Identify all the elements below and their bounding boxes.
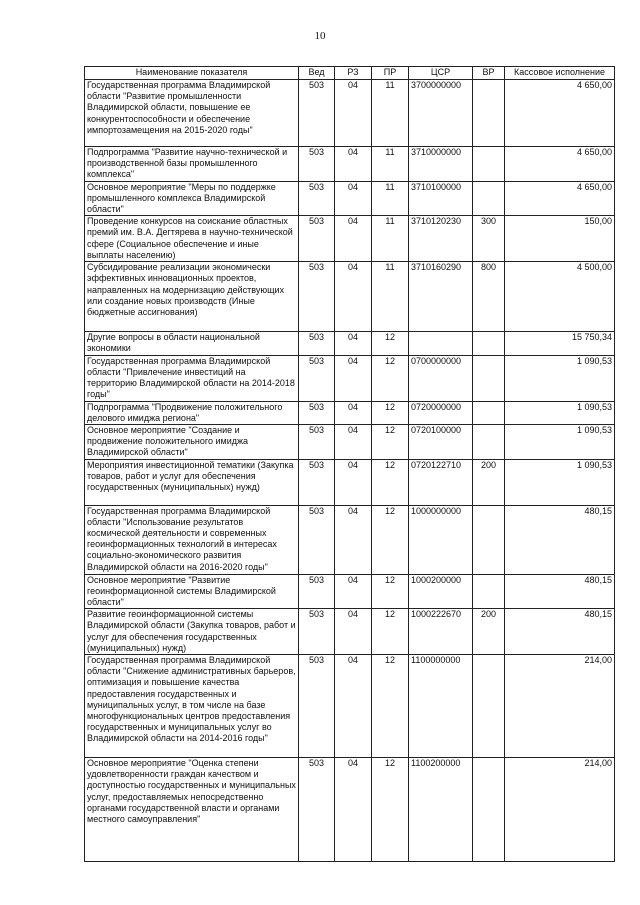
header-vr: ВР <box>473 67 505 80</box>
row-amount: 480,15 <box>505 574 615 609</box>
row-name: Государственная программа Владимирской области "Использование результатов космической деятельности и современных геоинформационных технологий в интересах социально-экономического развития Владимирской области на 2016-2020 годы" <box>85 505 299 574</box>
row-name: Основное мероприятие "Развитие геоинформационной системы Владимирской области" <box>85 574 299 609</box>
row-rz: 04 <box>335 181 372 216</box>
row-vr <box>473 574 505 609</box>
row-ved: 503 <box>299 574 335 609</box>
row-vr <box>473 181 505 216</box>
row-rz: 04 <box>335 401 372 424</box>
row-amount: 480,15 <box>505 505 615 574</box>
row-amount: 1 090,53 <box>505 459 615 505</box>
budget-execution-table <box>84 66 615 862</box>
row-ved: 503 <box>299 262 335 332</box>
row-pr: 11 <box>372 262 409 332</box>
row-ved: 503 <box>299 609 335 655</box>
row-name: Государственная программа Владимирской области "Привлечение инвестиций на территорию Владимирской области на 2014-2018 годы" <box>85 355 299 401</box>
row-ved: 503 <box>299 80 335 147</box>
table-row <box>85 574 615 609</box>
row-csr: 3710100000 <box>409 181 473 216</box>
row-rz: 04 <box>335 355 372 401</box>
row-vr <box>473 332 505 355</box>
table-row <box>85 758 615 862</box>
row-name: Проведение конкурсов на соискание областных премий им. В.А. Дегтярева в научно-технической сфере (Социальное обеспечение и иные выплаты населению) <box>85 216 299 262</box>
row-rz: 04 <box>335 758 372 862</box>
row-ved: 503 <box>299 332 335 355</box>
row-vr <box>473 147 505 182</box>
row-vr <box>473 80 505 147</box>
row-name: Мероприятия инвестиционной тематики (Закупка товаров, работ и услуг для обеспечения государственных (муниципальных) нужд) <box>85 459 299 505</box>
row-ved: 503 <box>299 758 335 862</box>
row-amount: 214,00 <box>505 655 615 758</box>
row-amount: 1 090,53 <box>505 355 615 401</box>
row-pr: 12 <box>372 401 409 424</box>
row-pr: 12 <box>372 655 409 758</box>
row-rz: 04 <box>335 332 372 355</box>
row-csr: 1000222670 <box>409 609 473 655</box>
page-number: 10 <box>314 30 326 42</box>
header-rz: РЗ <box>335 67 372 80</box>
header-row <box>85 67 615 80</box>
row-amount: 4 650,00 <box>505 181 615 216</box>
row-pr: 11 <box>372 80 409 147</box>
header-pr: ПР <box>372 67 409 80</box>
row-amount: 214,00 <box>505 758 615 862</box>
row-rz: 04 <box>335 425 372 460</box>
row-csr: 3700000000 <box>409 80 473 147</box>
row-amount: 15 750,34 <box>505 332 615 355</box>
header-name: Наименование показателя <box>85 67 299 80</box>
row-csr: 3710000000 <box>409 147 473 182</box>
row-pr: 11 <box>372 147 409 182</box>
row-name: Субсидирование реализации экономически эффективных инновационных проектов, направленных на модернизацию действующих или создание новых производств (Иные бюджетные ассигнования) <box>85 262 299 332</box>
row-rz: 04 <box>335 574 372 609</box>
row-csr: 3710120230 <box>409 216 473 262</box>
row-csr: 1000200000 <box>409 574 473 609</box>
row-vr <box>473 505 505 574</box>
row-pr: 12 <box>372 459 409 505</box>
row-ved: 503 <box>299 401 335 424</box>
row-amount: 480,15 <box>505 609 615 655</box>
row-pr: 12 <box>372 609 409 655</box>
row-amount: 4 500,00 <box>505 262 615 332</box>
row-csr <box>409 332 473 355</box>
table-row <box>85 459 615 505</box>
row-vr: 300 <box>473 216 505 262</box>
row-csr: 1000000000 <box>409 505 473 574</box>
row-rz: 04 <box>335 655 372 758</box>
table-row <box>85 355 615 401</box>
table-row <box>85 262 615 332</box>
row-amount: 150,00 <box>505 216 615 262</box>
row-amount: 4 650,00 <box>505 147 615 182</box>
row-pr: 12 <box>372 505 409 574</box>
table-row <box>85 147 615 182</box>
header-amount: Кассовое исполнение <box>505 67 615 80</box>
table-row <box>85 609 615 655</box>
row-ved: 503 <box>299 147 335 182</box>
row-amount: 1 090,53 <box>505 401 615 424</box>
table-row <box>85 80 615 147</box>
row-name: Подпрограмма "Развитие научно-технической и производственной базы промышленного комплекса" <box>85 147 299 182</box>
row-rz: 04 <box>335 459 372 505</box>
row-csr: 0720000000 <box>409 401 473 424</box>
row-ved: 503 <box>299 425 335 460</box>
row-csr: 1100000000 <box>409 655 473 758</box>
row-ved: 503 <box>299 181 335 216</box>
table-row <box>85 401 615 424</box>
row-rz: 04 <box>335 216 372 262</box>
row-pr: 12 <box>372 425 409 460</box>
row-name: Основное мероприятие "Оценка степени удовлетворенности граждан качеством и доступностью государственных и муниципальных услуг, предоставляемых непосредственно органами государственной власти и органами местного самоуправления" <box>85 758 299 862</box>
row-csr: 3710160290 <box>409 262 473 332</box>
table-row <box>85 425 615 460</box>
row-rz: 04 <box>335 262 372 332</box>
row-vr <box>473 758 505 862</box>
row-name: Государственная программа Владимирской области "Снижение административных барьеров, оптимизация и повышение качества предоставления государственных и муниципальных услуг, в том числе на базе многофункциональных центров предоставления государственных и муниципальных услуг во Владимирской области на 2014-2016 годы" <box>85 655 299 758</box>
row-ved: 503 <box>299 505 335 574</box>
row-csr: 0720122710 <box>409 459 473 505</box>
row-name: Развитие геоинформационной системы Владимирской области (Закупка товаров, работ и услуг для обеспечения государственных (муниципальных) нужд) <box>85 609 299 655</box>
row-rz: 04 <box>335 147 372 182</box>
row-pr: 12 <box>372 332 409 355</box>
header-csr: ЦСР <box>409 67 473 80</box>
row-name: Подпрограмма "Продвижение положительного делового имиджа региона" <box>85 401 299 424</box>
table-row <box>85 181 615 216</box>
row-csr: 1100200000 <box>409 758 473 862</box>
row-name: Государственная программа Владимирской области "Развитие промышленности Владимирской области, повышение ее конкурентоспособности и обеспечение импортозамещения на 2015-2020 годы" <box>85 80 299 147</box>
row-csr: 0720100000 <box>409 425 473 460</box>
row-vr <box>473 655 505 758</box>
row-pr: 11 <box>372 216 409 262</box>
row-pr: 12 <box>372 355 409 401</box>
row-rz: 04 <box>335 505 372 574</box>
row-ved: 503 <box>299 655 335 758</box>
row-vr <box>473 355 505 401</box>
row-name: Другие вопросы в области национальной экономики <box>85 332 299 355</box>
row-amount: 1 090,53 <box>505 425 615 460</box>
row-name: Основное мероприятие "Меры по поддержке промышленного комплекса Владимирской области" <box>85 181 299 216</box>
row-pr: 11 <box>372 181 409 216</box>
row-pr: 12 <box>372 758 409 862</box>
row-vr <box>473 401 505 424</box>
row-ved: 503 <box>299 355 335 401</box>
row-ved: 503 <box>299 216 335 262</box>
header-ved: Вед <box>299 67 335 80</box>
row-vr: 800 <box>473 262 505 332</box>
row-rz: 04 <box>335 609 372 655</box>
row-vr <box>473 425 505 460</box>
table-row <box>85 505 615 574</box>
row-pr: 12 <box>372 574 409 609</box>
table-row <box>85 655 615 758</box>
table-row <box>85 216 615 262</box>
row-vr: 200 <box>473 609 505 655</box>
row-rz: 04 <box>335 80 372 147</box>
row-amount: 4 650,00 <box>505 80 615 147</box>
row-name: Основное мероприятие "Создание и продвижение положительного имиджа Владимирской области" <box>85 425 299 460</box>
row-vr: 200 <box>473 459 505 505</box>
row-csr: 0700000000 <box>409 355 473 401</box>
table-row <box>85 332 615 355</box>
row-ved: 503 <box>299 459 335 505</box>
